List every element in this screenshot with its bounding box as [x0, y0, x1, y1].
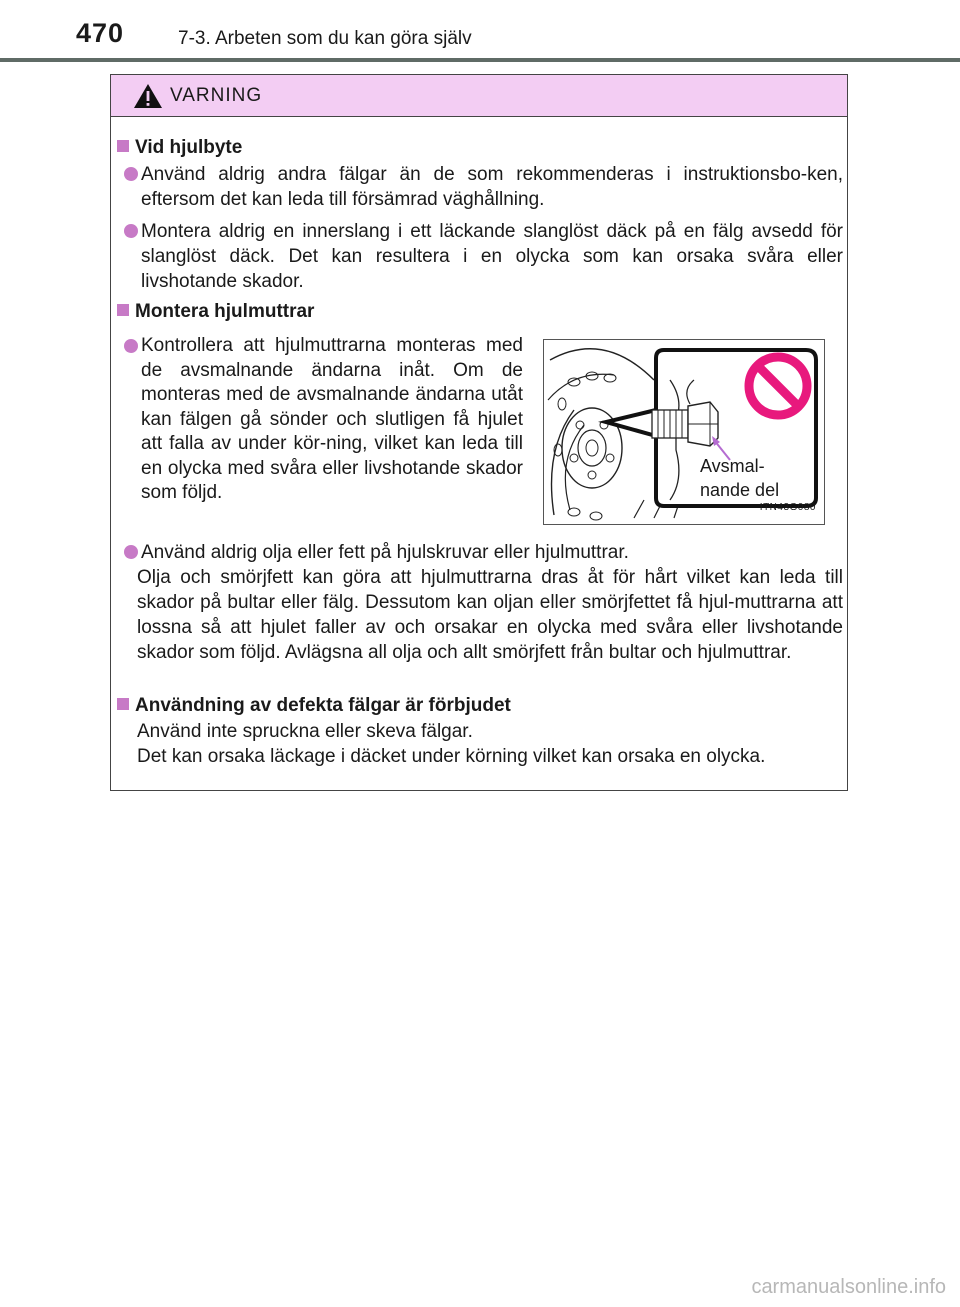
warning-box	[110, 74, 848, 791]
header-rule	[0, 58, 960, 62]
square-bullet-icon	[117, 140, 129, 152]
circle-bullet-icon	[124, 545, 138, 559]
note-paragraph: Olja och smörjfett kan göra att hjulmuttrarna dras åt för hårt vilket kan leda till skador på bultar eller fälg. Dessutom kan oljan eller smörjfettet få hjul-muttrarna att lossna så att hjulet faller av och orsakar en olycka med svåra eller livshotande skador som följd. Avlägsna all olja och allt smörjfett från bultar och hjulmuttrar.	[137, 567, 843, 663]
figure-caption: nande del	[700, 480, 780, 500]
wheel-nut-illustration	[543, 339, 825, 525]
circle-bullet-icon	[124, 224, 138, 238]
bullet-item: Använd aldrig olja eller fett på hjulskruvar eller hjulmuttrar.	[121, 540, 843, 565]
circle-bullet-icon	[124, 167, 138, 181]
text-line: Använd inte spruckna eller skeva fälgar.	[137, 721, 473, 742]
section-title: 7-3. Arbeten som du kan göra själv	[178, 28, 472, 49]
warning-label: VARNING	[170, 85, 263, 106]
bullet-item: Kontrollera att hjulmuttrarna monteras med de avsmalnande ändarna inåt. Om de monteras med de avsmalnande ändarna utåt kan fälgen gå sönder och slutligen få hjulet att falla av under kör-ning, vilket kan leda till en olycka med svåra eller livshotande skador som följd.	[121, 334, 523, 506]
square-bullet-icon	[117, 698, 129, 710]
figure-caption: Avsmal-	[700, 456, 765, 476]
section-heading-defekta-falgar: Användning av defekta fälgar är förbjudet	[117, 693, 511, 718]
text-line: Det kan orsaka läckage i däcket under körning vilket kan orsaka en olycka.	[137, 746, 766, 767]
watermark: carmanualsonline.info	[751, 1276, 946, 1298]
warning-triangle-icon	[133, 83, 163, 109]
circle-bullet-icon	[124, 339, 138, 353]
section-heading-vid-hjulbyte: Vid hjulbyte	[117, 135, 242, 160]
square-bullet-icon	[117, 304, 129, 316]
section-heading-montera-hjulmuttrar: Montera hjulmuttrar	[117, 299, 314, 324]
bullet-item: Montera aldrig en innerslang i ett läckande slanglöst däck på en fälg avsedd för slanglöst däck. Det kan resultera i en olycka som kan orsaka svåra eller livshotande skador.	[121, 219, 843, 294]
figure-code: ITN43G080	[759, 502, 816, 513]
bullet-item: Använd aldrig andra fälgar än de som rekommenderas i instruktionsbo-ken, eftersom det kan leda till försämrad väghållning.	[121, 162, 843, 212]
warning-header	[111, 75, 847, 117]
page-number: 470	[76, 18, 125, 48]
